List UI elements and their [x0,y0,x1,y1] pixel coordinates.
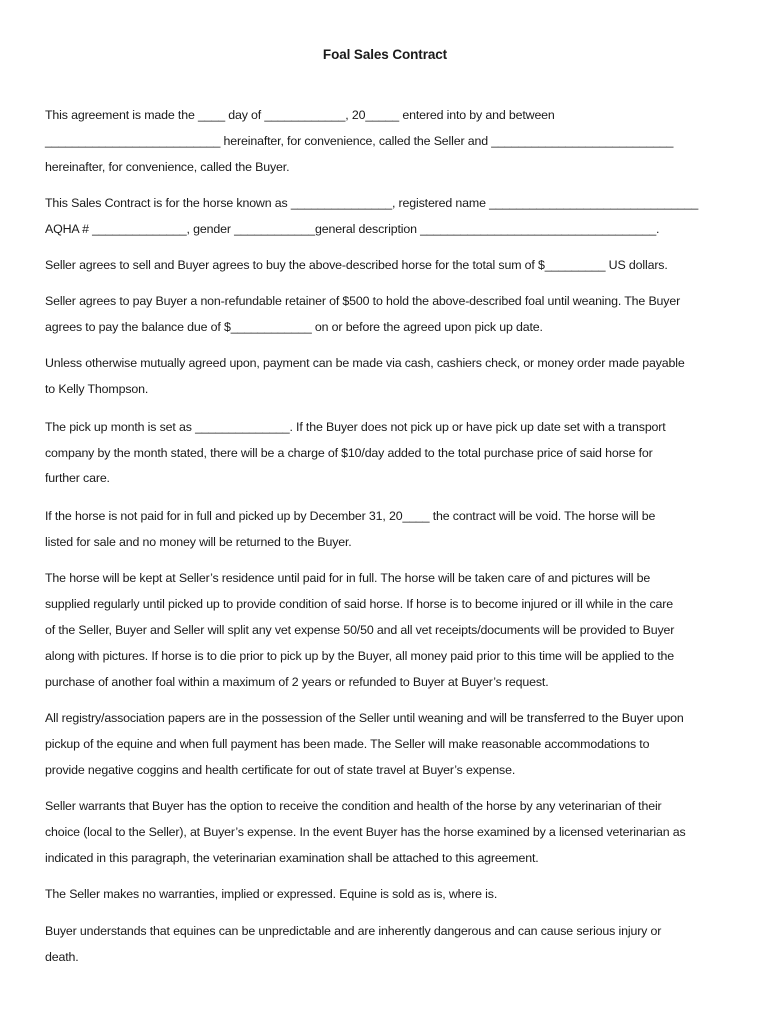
text-line: This agreement is made the ____ day of ____________, 20_____ entered into by and between [45,108,555,122]
text-line: listed for sale and no money will be returned to the Buyer. [45,535,352,549]
text-line: Buyer understands that equines can be unpredictable and are inherently dangerous and can cause serious injury or [45,924,662,938]
text-line: of the Seller, Buyer and Seller will split any vet expense 50/50 and all vet receipts/documents will be provided to Buyer [45,623,675,637]
text-line: The pick up month is set as ______________. If the Buyer does not pick up or have pick up date set with a transport [45,420,666,434]
text-line: Seller agrees to pay Buyer a non-refundable retainer of $500 to hold the above-described foal until weaning. The Buyer [45,294,681,308]
text-line: The Seller makes no warranties, implied or expressed. Equine is sold as is, where is. [45,887,498,901]
text-line: This Sales Contract is for the horse known as _______________, registered name _______________________________ [45,196,699,210]
text-line: The horse will be kept at Seller’s residence until paid for in full. The horse will be taken care of and pictures will be [45,571,651,585]
text-line: Seller agrees to sell and Buyer agrees to buy the above-described horse for the total sum of $_________ US dollars. [45,258,668,272]
text-line: along with pictures. If horse is to die prior to pick up by the Buyer, all money paid prior to this time will be applied to the [45,649,675,663]
text-line: choice (local to the Seller), at Buyer’s expense. In the event Buyer has the horse examined by a licensed veterinarian as [45,825,686,839]
text-line: to Kelly Thompson. [45,382,149,396]
text-line: All registry/association papers are in the possession of the Seller until weaning and will be transferred to the Buyer upon [45,711,684,725]
text-line: AQHA # ______________, gender ____________general description ___________________________________. [45,222,660,236]
text-line: company by the month stated, there will be a charge of $10/day added to the total purchase price of said horse for [45,446,653,460]
text-line: Seller warrants that Buyer has the option to receive the condition and health of the horse by any veterinarian of their [45,799,662,813]
document-title: Foal Sales Contract [322,47,448,62]
text-line: indicated in this paragraph, the veterinarian examination shall be attached to this agreement. [45,851,539,865]
text-line: further care. [45,471,110,485]
text-line: hereinafter, for convenience, called the Buyer. [45,160,290,174]
text-line: Unless otherwise mutually agreed upon, payment can be made via cash, cashiers check, or money order made payable [45,356,685,370]
text-line: provide negative coggins and health certificate for out of state travel at Buyer’s expense. [45,763,516,777]
text-line: purchase of another foal within a maximum of 2 years or refunded to Buyer at Buyer’s request. [45,675,549,689]
text-line: __________________________ hereinafter, for convenience, called the Seller and ___________________________ [45,134,674,148]
text-line: death. [45,950,79,964]
text-line: pickup of the equine and when full payment has been made. The Seller will make reasonable accommodations to [45,737,650,751]
text-line: agrees to pay the balance due of $____________ on or before the agreed upon pick up date. [45,320,543,334]
text-line: If the horse is not paid for in full and picked up by December 31, 20____ the contract will be void. The horse will be [45,509,656,523]
text-line: supplied regularly until picked up to provide condition of said horse. If horse is to become injured or ill while in the care [45,597,673,611]
